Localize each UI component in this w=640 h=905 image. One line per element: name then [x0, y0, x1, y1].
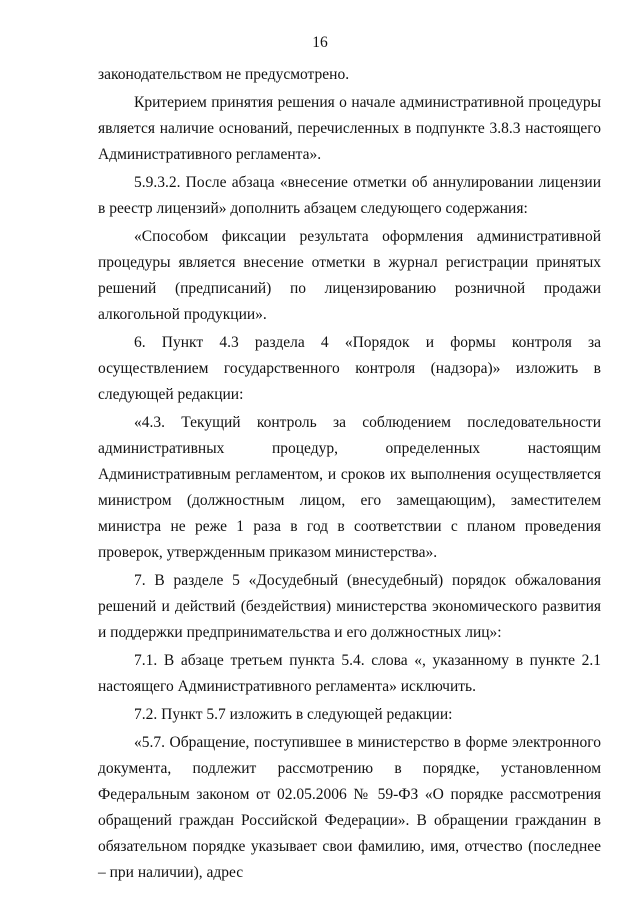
paragraph-2: Критерием принятия решения о начале административной процедуры является наличие оснований, перечисленных в подпункте 3.8.3 настоящего Административного регламента».: [98, 94, 601, 163]
paragraph-8: 7.1. В абзаце третьем пункта 5.4. слова «, указанному в пункте 2.1 настоящего Административного регламента» исключить.: [98, 652, 601, 695]
paragraph-4: «Способом фиксации результата оформления административной процедуры является внесение отметки в журнал регистрации принятых решений (предписаний) по лицензированию розничной продажи алкогольной продукции».: [98, 228, 601, 323]
paragraph-7: 7. В разделе 5 «Досудебный (внесудебный) порядок обжалования решений и действий (бездействия) министерства экономического развития и поддержки предпринимательства и его должностных лиц»:: [98, 572, 601, 641]
page-number: 16: [312, 34, 328, 51]
paragraph-3: 5.9.3.2. После абзаца «внесение отметки об аннулировании лицензии в реестр лицензий» дополнить абзацем следующего содержания:: [98, 174, 601, 217]
document-body: [98, 62, 601, 888]
paragraph-6: «4.3. Текущий контроль за соблюдением последовательности административных процедур, определенных настоящим Административным регламентом, и сроков их выполнения осуществляется министром (должностным лицом, его замещающим), заместителем министра не реже 1 раза в год в соответствии с планом проведения проверок, утвержденным приказом министерства».: [98, 414, 601, 561]
paragraph-10: «5.7. Обращение, поступившее в министерство в форме электронного документа, подлежит рассмотрению в порядке, установленном Федеральным законом от 02.05.2006 № 59-ФЗ «О порядке рассмотрения обращений граждан Российской Федерации». В обращении гражданин в обязательном порядке указывает свои фамилию, имя, отчество (последнее – при наличии), адрес: [98, 734, 601, 881]
paragraph-5: 6. Пункт 4.3 раздела 4 «Порядок и формы контроля за осуществлением государственного контроля (надзора)» изложить в следующей редакции:: [98, 334, 601, 403]
paragraph-1: законодательством не предусмотрено.: [98, 66, 350, 83]
paragraph-9: 7.2. Пункт 5.7 изложить в следующей редакции:: [134, 706, 453, 723]
